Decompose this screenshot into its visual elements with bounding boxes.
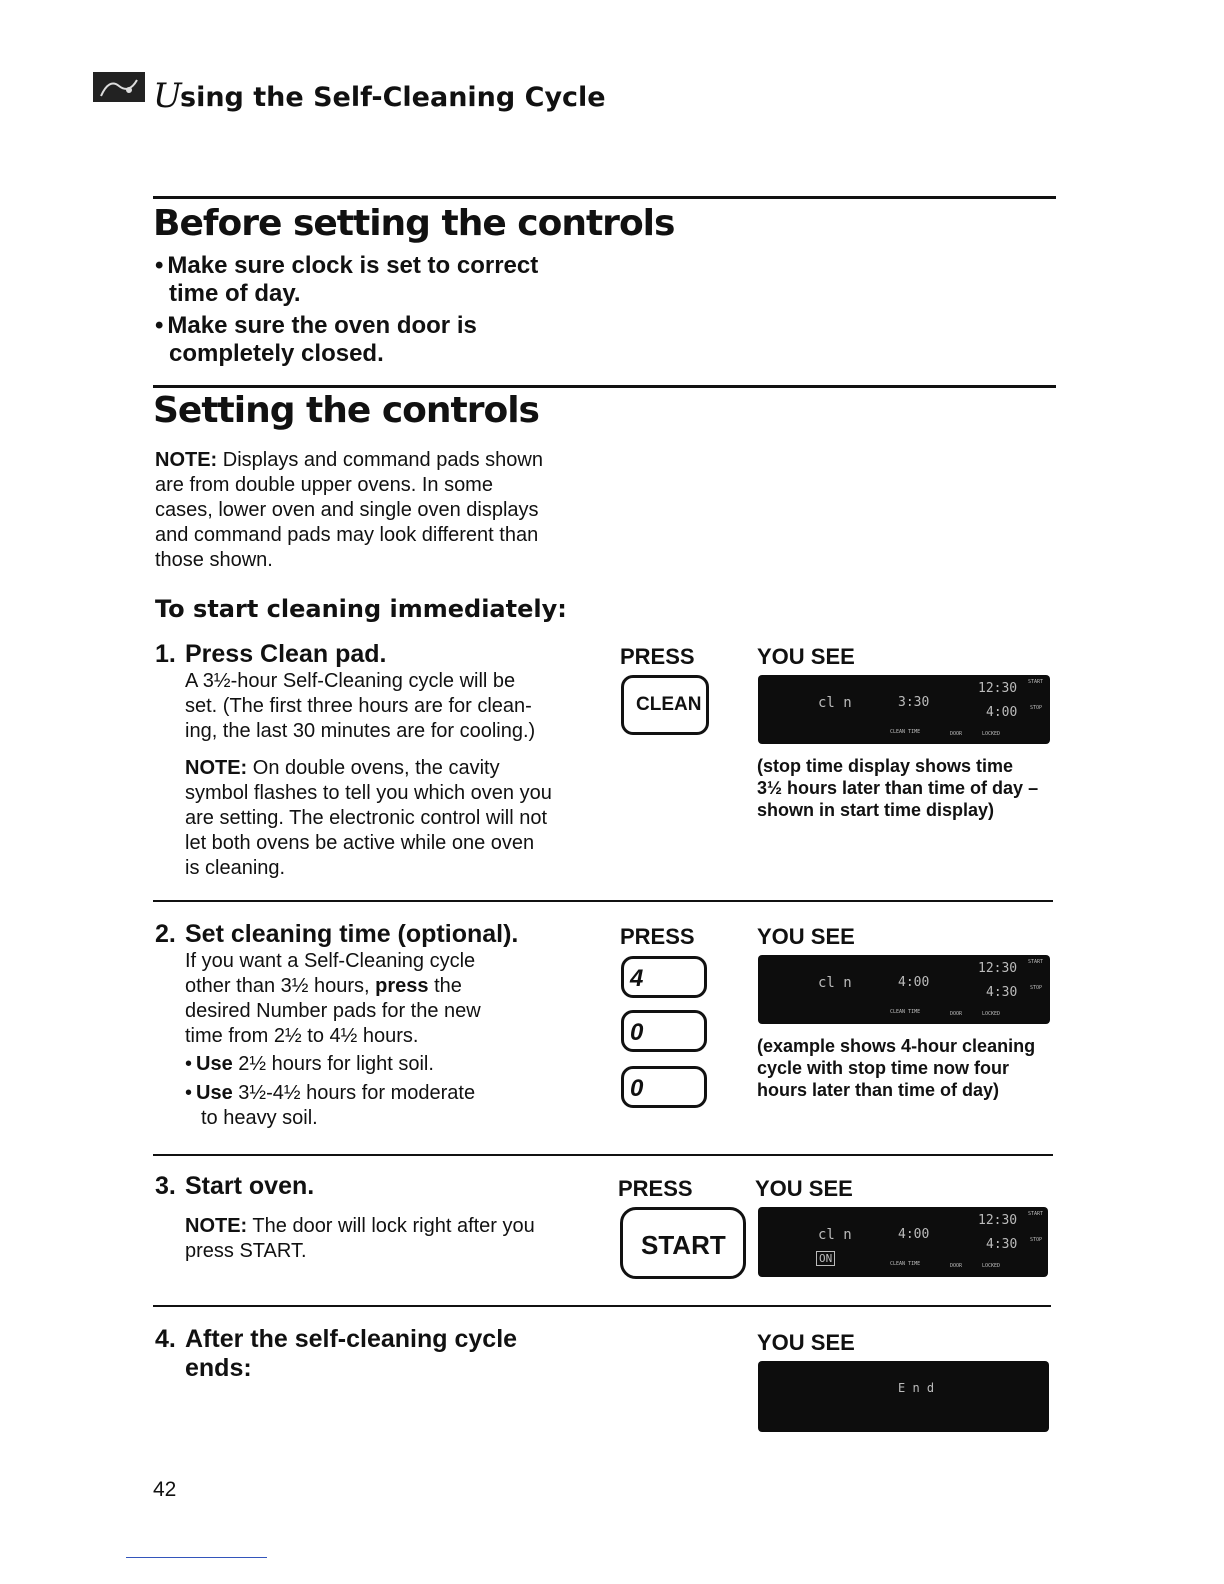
step2-title: Set cleaning time (optional).	[185, 920, 519, 948]
step2-you-see-label: YOU SEE	[757, 924, 855, 949]
divider-setting	[153, 385, 1056, 388]
page-title	[153, 76, 182, 116]
step3-display: cl n 4:00 12:30 START 4:30 STOP ON CLEAN TIME DOOR LOCKED	[758, 1207, 1048, 1277]
section-icon	[93, 72, 145, 102]
step1-display	[758, 675, 1050, 744]
oven-icon	[93, 72, 145, 102]
step4-number: 4.	[155, 1325, 176, 1353]
divider-step4	[153, 1305, 1051, 1307]
display-end: E n d	[898, 1381, 935, 1395]
setting-subheading: To start cleaning immediately:	[155, 595, 567, 623]
footer-line	[126, 1557, 267, 1558]
step4-title: After the self-cleaning cycle ends:	[185, 1325, 518, 1382]
start-pad[interactable]: START	[620, 1207, 746, 1279]
before-item-2: • Make sure the oven door is completely closed.	[155, 312, 477, 368]
divider-before	[153, 196, 1056, 199]
step2-caption: (example shows 4-hour cleaning cycle with stop time now four hours later than time of day)	[757, 1036, 1036, 1100]
display-clean-time: 4:00	[898, 1227, 930, 1242]
display-clean-time: 4:00	[898, 975, 930, 990]
step2-text: If you want a Self-Cleaning cycle other than 3½ hours, press the desired Number pads for the new time from 2½ to 4½ hours.	[185, 950, 481, 1047]
display-start-word: START	[1028, 679, 1044, 685]
step1-text: A 3½-hour Self-Cleaning cycle will be set. (The first three hours are for clean- ing, the last 30 minutes are for cooling.)	[185, 670, 536, 742]
display-door: DOOR	[950, 731, 963, 737]
before-heading: Before setting the controls	[153, 203, 675, 244]
step1-note: NOTE: On double ovens, the cavity symbol flashes to tell you which oven you are setting. The electronic control will not let both ovens be active while one oven is cleaning.	[185, 757, 552, 879]
step2-press-label: PRESS	[620, 924, 695, 949]
title-script-letter: U	[153, 76, 182, 116]
step3-note: NOTE: The door will lock right after you press START.	[185, 1215, 535, 1262]
number-pad-0-second[interactable]: 0	[621, 1066, 707, 1108]
step3-number: 3.	[155, 1172, 176, 1200]
step3-title: Start oven.	[185, 1172, 315, 1200]
divider-step3	[153, 1154, 1053, 1156]
page-number: 42	[153, 1478, 177, 1501]
step4-you-see-label: YOU SEE	[757, 1330, 855, 1355]
number-pad-4[interactable]: 4	[621, 956, 707, 998]
page-title-text: sing the Self-Cleaning Cycle	[180, 82, 606, 113]
setting-heading: Setting the controls	[153, 390, 539, 431]
display-stop-word: STOP	[1030, 705, 1043, 711]
display-clean-time: 3:30	[898, 695, 930, 710]
clean-pad[interactable]: CLEAN	[621, 675, 709, 735]
step1-title: Press Clean pad.	[185, 640, 387, 668]
before-item-1: • Make sure clock is set to correct time of day.	[155, 252, 538, 308]
step3-you-see-label: YOU SEE	[755, 1176, 853, 1201]
display-on-indicator: ON	[816, 1251, 835, 1266]
display-start-time: 12:30	[978, 681, 1018, 696]
step2-number: 2.	[155, 920, 176, 948]
step2-display: cl n 4:00 12:30 START 4:30 STOP CLEAN TIME DOOR LOCKED	[758, 955, 1050, 1024]
step4-display	[758, 1361, 1049, 1432]
display-locked: LOCKED	[982, 731, 1001, 737]
display-stop-time: 4:30	[986, 1237, 1018, 1252]
setting-note: NOTE: Displays and command pads shown are from double upper ovens. In some cases, lower oven and single oven displays and command pads may look different than those shown.	[155, 449, 543, 571]
divider-step2	[153, 900, 1053, 902]
display-stop-time: 4:30	[986, 985, 1018, 1000]
step2-bullets: • Use 2½ hours for light soil. • Use 3½-4½ hours for moderate to heavy soil.	[185, 1052, 475, 1131]
step3-press-label: PRESS	[618, 1176, 693, 1201]
step1-number: 1.	[155, 640, 176, 668]
display-clean-time-label: CLEAN TIME	[890, 729, 921, 735]
step1-you-see-label: YOU SEE	[757, 644, 855, 669]
number-pad-0[interactable]: 0	[621, 1010, 707, 1052]
display-cln: cl n	[818, 695, 852, 711]
step1-caption: (stop time display shows time 3½ hours later than time of day – shown in start time display)	[757, 756, 1039, 820]
display-stop-time: 4:00	[986, 705, 1018, 720]
step1-press-label: PRESS	[620, 644, 695, 669]
